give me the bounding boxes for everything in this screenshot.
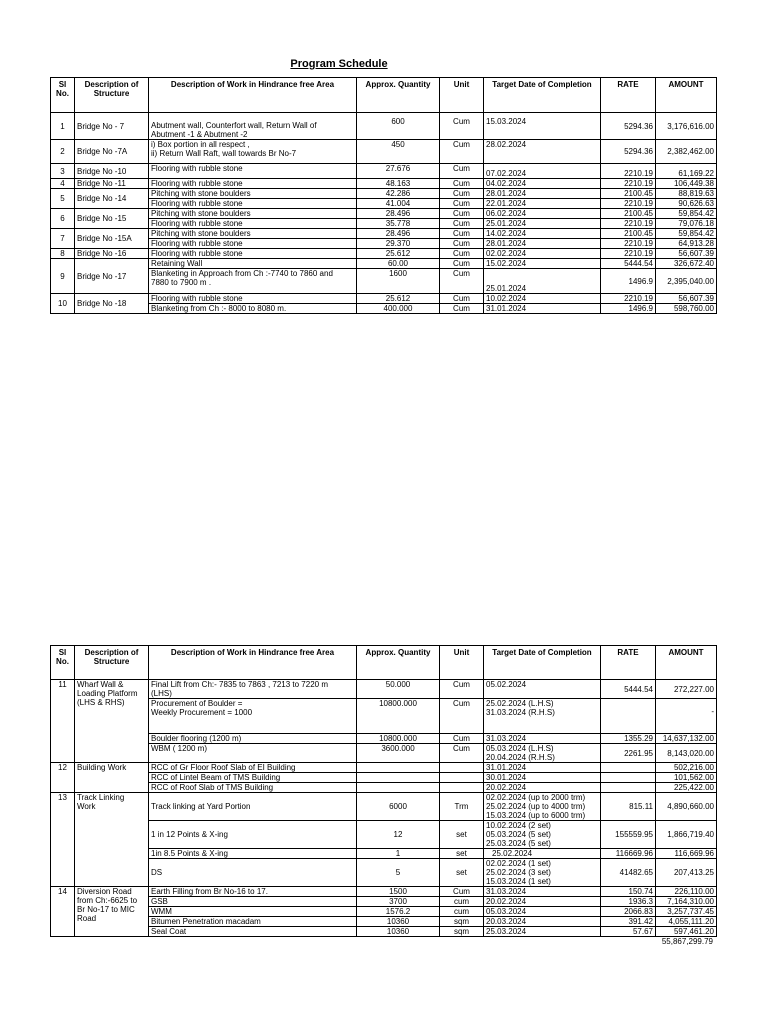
table-row: 5 Bridge No -14 Pitching with stone boulders 42.286 Cum 28.01.2024 2100.45 88,819.63	[51, 189, 717, 199]
table-row: 1in 8.5 Points & X-ing 1 set 25.02.2024 116669.96 116,669.96	[51, 849, 717, 859]
table-row: RCC of Lintel Beam of TMS Building 30.01.2024 101,562.00	[51, 773, 717, 783]
table-row: Flooring with rubble stone 41.004 Cum 22.01.2024 2210.19 90,626.63	[51, 199, 717, 209]
table-row: RCC of Roof Slab of TMS Building 20.02.2024 225,422.00	[51, 783, 717, 793]
table-row: Blanketing in Approach from Ch :-7740 to 7860 and 7880 to 7900 m . 1600 Cum 25.01.2024 1496.9 2,395,040.00	[51, 269, 717, 294]
table-row: GSB 3700 cum 20.02.2024 1936.3 7,164,310.00	[51, 897, 717, 907]
header-structure: Description of Structure	[75, 78, 149, 113]
table-row: WMM 1576.2 cum 05.03.2024 2066.83 3,257,737.45	[51, 907, 717, 917]
table-row: Blanketing from Ch :- 8000 to 8080 m. 400.000 Cum 31.01.2024 1496.9 598,760.00	[51, 304, 717, 314]
table-row: 2 Bridge No -7A i) Box portion in all respect , ii) Return Wall Raft, wall towards Br No-7 450 Cum 28.02.2024 5294.36 2,382,462.00	[51, 140, 717, 164]
table-row: 1 Bridge No - 7 Abutment wall, Counterfort wall, Return Wall of Abutment -1 & Abutment -2 600 Cum 15.03.2024 5294.36 3,176,616.00	[51, 113, 717, 140]
table-row: 14 Diversion Road from Ch:-6625 to Br No-17 to MIC Road Earth Filling from Br No-16 to 17. 1500 Cum 31.03.2024 150.74 226,110.00	[51, 887, 717, 897]
header-sl: Sl No.	[51, 78, 75, 113]
table-row: Seal Coat 10360 sqm 25.03.2024 57.67 597,461.20	[51, 927, 717, 937]
table-row: 11 Wharf Wall & Loading Platform (LHS & RHS) Final Lift from Ch:- 7835 to 7863 , 7213 to 7220 m (LHS) 50.000 Cum 05.02.2024 5444.54 272,227.00	[51, 680, 717, 699]
table-row: 6 Bridge No -15 Pitching with stone boulders 28.496 Cum 06.02.2024 2100.45 59,854.42	[51, 209, 717, 219]
table-row: Procurement of Boulder = Weekly Procurement = 1000 10800.000 Cum 25.02.2024 (L.H.S) 31.03.2024 (R.H.S) -	[51, 699, 717, 734]
header-amount: AMOUNT	[656, 78, 717, 113]
table-header	[51, 646, 717, 680]
table-row: 4 Bridge No -11 Flooring with rubble stone 48.163 Cum 04.02.2024 2210.19 106,449.38	[51, 179, 717, 189]
table-header	[51, 78, 717, 113]
table-row: Boulder flooring (1200 m) 10800.000 Cum 31.03.2024 1355.29 14,637,132.00	[51, 734, 717, 744]
table-row: 10 Bridge No -18 Flooring with rubble stone 25.612 Cum 10.02.2024 2210.19 56,607.39	[51, 294, 717, 304]
table-row: 9 Bridge No -17 Retaining Wall 60.00 Cum 15.02.2024 5444.54 326,672.40	[51, 259, 717, 269]
header-rate: RATE	[601, 78, 656, 113]
table-row: 13 Track Linking Work Track linking at Yard Portion 6000 Trm 02.02.2024 (up to 2000 trm) 25.02.2024 (up to 4000 trm) 15.03.2024 (up to 6000 trm) 815.11 4,890,660.00	[51, 793, 717, 821]
header-unit: Unit	[440, 78, 484, 113]
header-rate: RATE	[601, 646, 656, 680]
table-row: Flooring with rubble stone 29.370 Cum 28.01.2024 2210.19 64,913.28	[51, 239, 717, 249]
header-unit: Unit	[440, 646, 484, 680]
header-sl: Sl No.	[51, 646, 75, 680]
grand-total: 55,867,299.79	[661, 937, 713, 946]
table-row: Flooring with rubble stone 35.778 Cum 25.01.2024 2210.19 79,076.18	[51, 219, 717, 229]
table-row: 3 Bridge No -10 Flooring with rubble stone 27.676 Cum 07.02.2024 2210.19 61,169.22	[51, 164, 717, 179]
header-date: Target Date of Completion	[484, 646, 601, 680]
schedule-table-1	[50, 77, 717, 314]
schedule-table-2	[50, 645, 717, 937]
table-row: 12 Building Work RCC of Gr Floor Roof Slab of EI Building 31.01.2024 502,216.00	[51, 763, 717, 773]
table-row: 1 in 12 Points & X-ing 12 set 10.02.2024 (2 set) 05.03.2024 (5 set) 25.03.2024 (5 set) 155559.95 1,866,719.40	[51, 821, 717, 849]
table-row: Bitumen Penetration macadam 10360 sqm 20.03.2024 391.42 4,055,111.20	[51, 917, 717, 927]
table-row: WBM ( 1200 m) 3600.000 Cum 05.03.2024 (L.H.S) 20.04.2024 (R.H.S) 2261.95 8,143,020.00	[51, 744, 717, 763]
header-amount: AMOUNT	[656, 646, 717, 680]
header-date: Target Date of Completion	[484, 78, 601, 113]
table-row: 8 Bridge No -16 Flooring with rubble stone 25.612 Cum 02.02.2024 2210.19 56,607.39	[51, 249, 717, 259]
table-row: 7 Bridge No -15A Pitching with stone boulders 28.496 Cum 14.02.2024 2100.45 59,854.42	[51, 229, 717, 239]
header-qty: Approx. Quantity	[357, 646, 440, 680]
header-structure: Description of Structure	[75, 646, 149, 680]
header-work: Description of Work in Hindrance free Area	[149, 646, 357, 680]
header-qty: Approx. Quantity	[357, 78, 440, 113]
table-row: DS 5 set 02.02.2024 (1 set) 25.02.2024 (3 set) 15.03.2024 (1 set) 41482.65 207,413.25	[51, 859, 717, 887]
page-title: Program Schedule	[290, 58, 388, 70]
header-work: Description of Work in Hindrance free Area	[149, 78, 357, 113]
